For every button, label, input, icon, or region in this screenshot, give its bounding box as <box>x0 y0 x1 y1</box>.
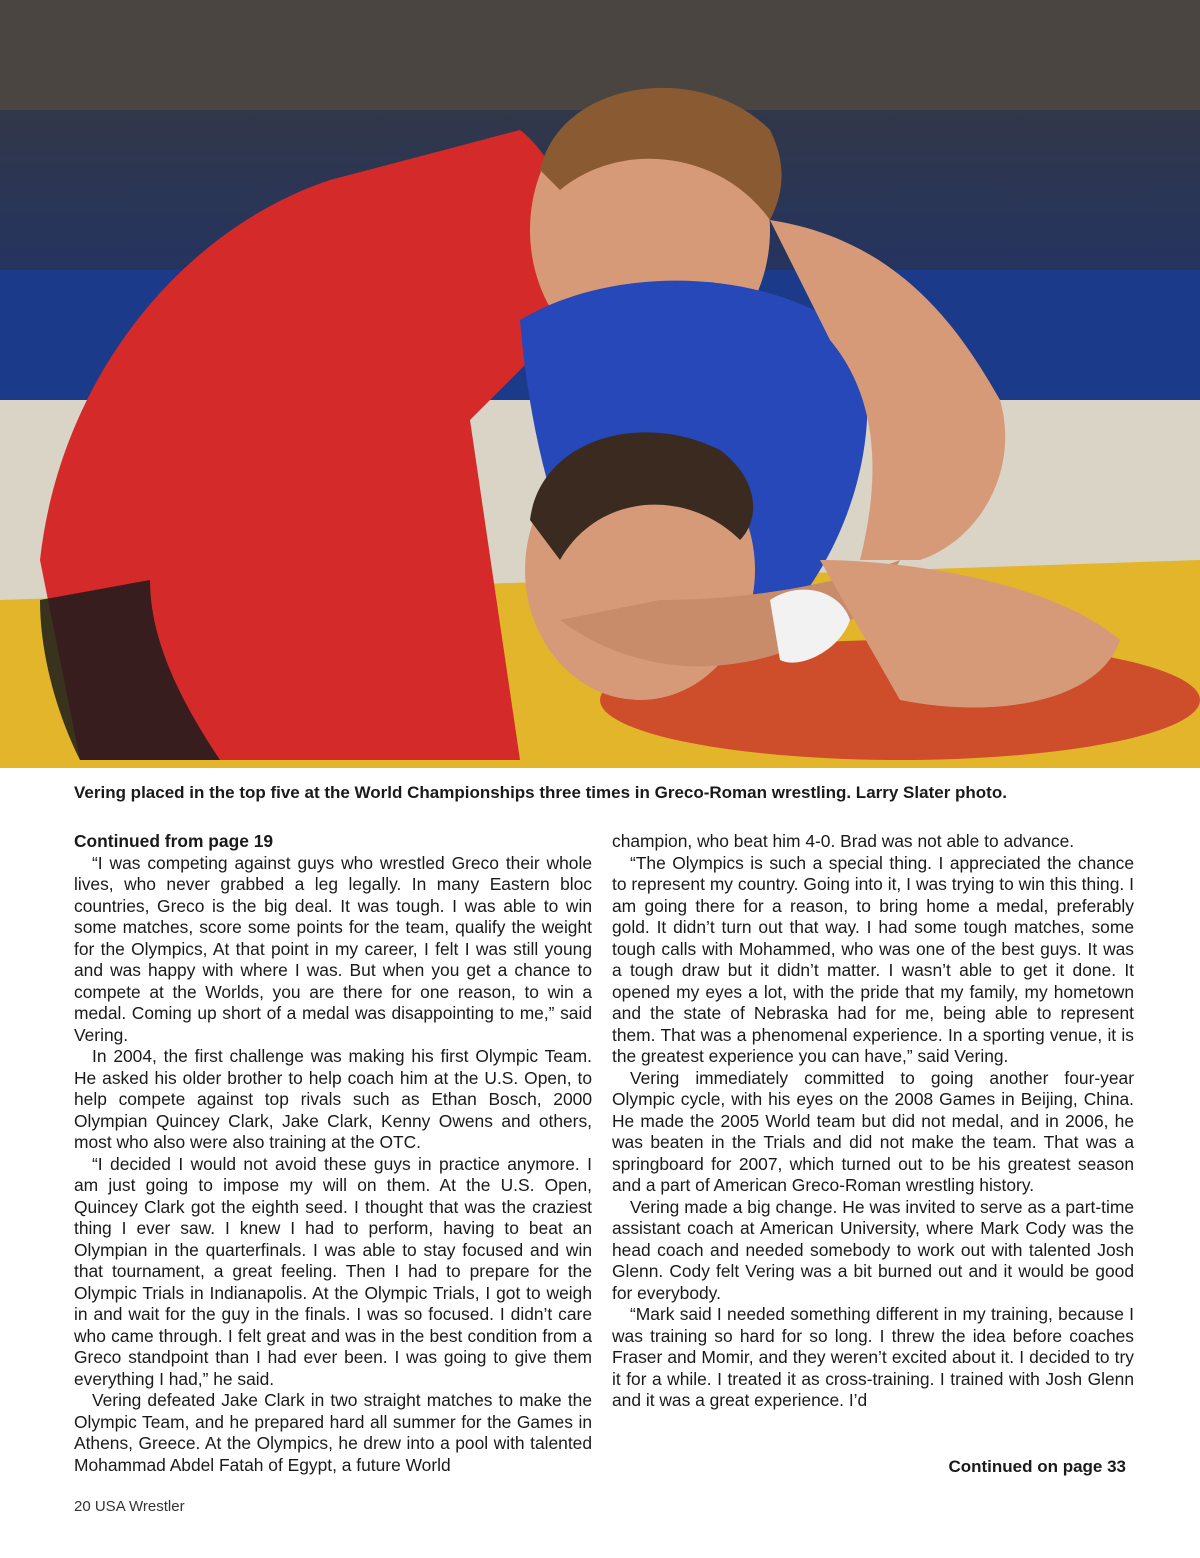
article-paragraph: In 2004, the first challenge was making his first Olympic Team. He asked his older brother to help coach him at the U.S. Open, to help compete against top rivals such as Ethan Bosch, 2000 Olympian Quincey Clark, Jake Clark, Kenny Owens and others, most who also were also training at the OTC. <box>74 1046 592 1152</box>
wrestling-photo <box>0 0 1200 768</box>
article-paragraph: “The Olympics is such a special thing. I appreciated the chance to represent my country. Going into it, I was trying to win this thing. I am going there for a reason, to bring home a medal, preferably gold. It didn’t turn out that way. I had some tough matches, some tough calls with Mohammed, who was one of the best guys. It was a tough draw but it didn’t matter. I wasn’t able to get it done. It opened my eyes a lot, with the pride that my family, my hometown and the state of Nebraska had for me, being able to represent them. That was a phenomenal experience. In a sporting venue, it is the greatest experience you can have,” said Vering. <box>612 852 1134 1066</box>
article-paragraph-continuation: champion, who beat him 4-0. Brad was not able to advance. <box>612 831 1075 851</box>
article-paragraph: Vering made a big change. He was invited to serve as a part-time assistant coach at American University, where Mark Cody was the head coach and needed somebody to work out with talented Josh Glenn. Cody felt Vering was a bit burned out and it would be good for everybody. <box>612 1196 1134 1303</box>
continued-from-label: Continued from page 19 <box>74 831 274 851</box>
wrestling-illustration <box>0 0 1200 768</box>
article-column-left <box>74 831 592 1476</box>
page-folio: 20 USA Wrestler <box>74 1498 185 1515</box>
article-column-right <box>612 831 1134 1412</box>
continued-on-label: Continued on page 33 <box>948 1457 1126 1476</box>
article-paragraph: Vering immediately committed to going another four-year Olympic cycle, with his eyes on the 2008 Games in Beijing, China. He made the 2005 World team but did not medal, and in 2006, he was beaten in the Trials and did not make the team. That was a springboard for 2007, which turned out to be his greatest season and a part of American Greco-Roman wrestling history. <box>612 1067 1134 1195</box>
article-paragraph: Vering defeated Jake Clark in two straight matches to make the Olympic Team, and he prepared hard all summer for the Games in Athens, Greece. At the Olympics, he drew into a pool with talented Mohammad Abdel Fatah of Egypt, a future World <box>74 1390 592 1475</box>
article-paragraph: “I was competing against guys who wrestled Greco their whole lives, who never grabbed a leg legally. In many Eastern bloc countries, Greco is the big deal. It was tough. I was able to win some matches, score some points for the team, qualify the weight for the Olympics, At that point in my career, I felt I was still young and was happy with where I was. But when you get a chance to compete at the Worlds, you are there for one reason, to win a medal. Coming up short of a medal was disappointing to me,” said Vering. <box>74 852 592 1045</box>
article-paragraph: “I decided I would not avoid these guys in practice anymore. I am just going to impose my will on them. At the U.S. Open, Quincey Clark got the eighth seed. I thought that was the craziest thing I ever saw. I knew I had to perform, having to beat an Olympian in the quarterfinals. I was able to stay focused and win that tournament, a great feeling. Then I had to prepare for the Olympic Trials in Indianapolis. At the Olympic Trials, I got to weigh in and wait for the guy in the finals. I was so focused. I didn’t care who came through. I felt great and was in the best condition from a Greco standpoint than I had ever been. I was going to give them everything I had,” he said. <box>74 1153 592 1389</box>
article-paragraph: “Mark said I needed something different in my training, because I was training so hard for so long. I threw the idea before coaches Fraser and Momir, and they weren’t excited about it. I decided to try it for a while. I treated it as cross-training. I trained with Josh Glenn and it was a great experience. I’d <box>612 1304 1134 1410</box>
photo-caption: Vering placed in the top five at the World Championships three times in Greco-Roman wrestling. Larry Slater photo. <box>74 783 1007 802</box>
